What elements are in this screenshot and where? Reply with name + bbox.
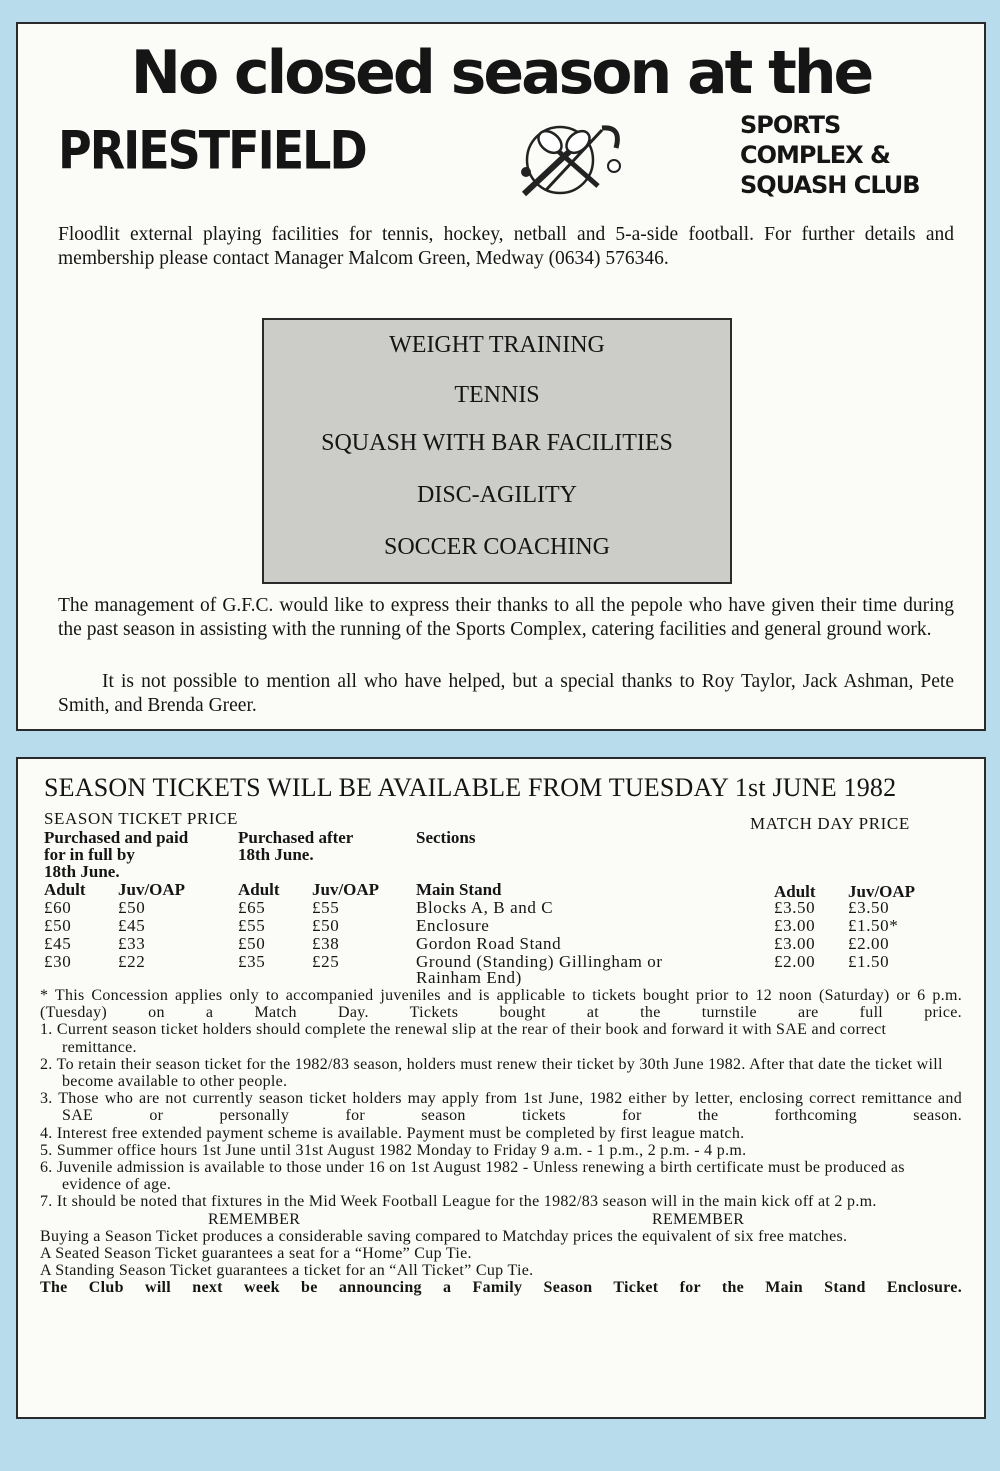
col-after-header: Purchased after	[238, 828, 354, 847]
adult-header: Adult	[238, 880, 280, 899]
club-name-line: SQUASH CLUB	[740, 171, 920, 199]
price-cell: £50	[118, 898, 146, 917]
note-item: 6. Juvenile admission is available to those under 16 on 1st August 1982 - Unless renewing a birth certificate must be produced as evidence of age.	[40, 1159, 905, 1194]
note-item: 5. Summer office hours 1st June until 31st August 1982 Monday to Friday 9 a.m. - 1 p.m., 2 p.m. - 4 p.m.	[40, 1141, 747, 1159]
advert-headline: No closed season at the	[130, 38, 872, 108]
thanks-text: The management of G.F.C. would like to express their thanks to all the pepole who have given their time during the past season in assisting with the running of the Sports Complex, catering facilities and general ground work.	[58, 595, 954, 640]
price-cell: £30	[44, 952, 72, 971]
tickets-headline: SEASON TICKETS WILL BE AVAILABLE FROM TUESDAY 1st JUNE 1982	[44, 773, 897, 802]
section-name: Rainham End)	[416, 968, 522, 987]
closing-line: A Seated Season Ticket guarantees a seat for a “Home” Cup Tie.	[40, 1244, 472, 1262]
note-item: 1. Current season ticket holders should complete the renewal slip at the rear of their book and forward it with SAE and correct remittance.	[40, 1021, 887, 1056]
season-tickets-panel	[16, 757, 986, 1419]
adult-header: Adult	[774, 882, 816, 901]
section-name: Ground (Standing) Gillingham or	[416, 952, 663, 971]
col-after-header: 18th June.	[238, 845, 314, 864]
price-cell: £50	[44, 916, 72, 935]
note-item: 2. To retain their season ticket for the 1982/83 season, holders must renew their ticket by 30th June 1982. After that date the ticket will become available to other people.	[40, 1055, 943, 1091]
facility-item: DISC-AGILITY	[417, 482, 577, 508]
club-name	[740, 110, 920, 200]
advert-panel	[16, 22, 986, 731]
facility-item: WEIGHT TRAINING	[389, 332, 605, 358]
facility-item: SOCCER COACHING	[383, 534, 611, 560]
price-cell: £22	[118, 952, 146, 971]
col-sections-header: Sections	[416, 828, 476, 847]
facility-item: SQUASH WITH BAR FACILITIES	[321, 430, 673, 456]
sports-logo-icon	[506, 120, 626, 198]
facilities-box	[262, 318, 732, 584]
price-cell: £45	[118, 916, 146, 935]
section-name: Blocks A, B and C	[416, 898, 554, 917]
price-cell: £25	[312, 952, 340, 971]
club-name-line: SPORTS	[740, 111, 841, 139]
col-paid-header: for in full by	[44, 845, 135, 864]
price-cell: £60	[44, 898, 72, 917]
remember-heading: REMEMBER	[208, 1210, 301, 1228]
juv-header: Juv/OAP	[312, 880, 380, 899]
price-cell: £35	[238, 952, 266, 971]
price-cell: £3.50	[848, 898, 890, 917]
special-thanks-text: It is not possible to mention all who have helped, but a special thanks to Roy Taylor, Jack Ashman, Pete Smith, and Brenda Greer.	[58, 671, 954, 716]
price-cell: £2.00	[848, 934, 890, 953]
facility-item: TENNIS	[454, 382, 540, 408]
club-name-line: COMPLEX &	[740, 141, 890, 169]
section-name: Enclosure	[416, 916, 490, 935]
note-item: 7. It should be noted that fixtures in the Mid Week Football League for the 1982/83 season will in the main kick off at 2 p.m.	[40, 1193, 877, 1211]
ticket-notes	[40, 987, 962, 1296]
juv-header: Juv/OAP	[848, 882, 916, 901]
price-cell: £55	[238, 916, 266, 935]
price-cell: £3.00	[774, 934, 816, 953]
remember-heading: REMEMBER	[652, 1210, 745, 1228]
price-cell: £65	[238, 898, 266, 917]
price-cell: £2.00	[774, 952, 816, 971]
note-item: 3. Those who are not currently season ticket holders may apply from 1st June, 1982 either by letter, enclosing correct remittance and SAE or personally for season tickets for the forthcoming season.	[40, 1090, 962, 1125]
closing-line: The Club will next week be announcing a Family Season Ticket for the Main Stand Enclosure.	[40, 1279, 962, 1297]
price-cell: £38	[312, 934, 340, 953]
remember-row	[40, 1211, 962, 1228]
match-day-label: MATCH DAY PRICE	[750, 814, 910, 833]
adult-header: Adult	[44, 880, 86, 899]
price-cell: £55	[312, 898, 340, 917]
section-name: Gordon Road Stand	[416, 934, 562, 953]
intro-text: Floodlit external playing facilities for tennis, hockey, netball and 5-a-side football. For further details and membership please contact Manager Malcom Green, Medway (0634) 576346.	[58, 224, 954, 269]
main-stand-label: Main Stand	[416, 880, 502, 899]
note-item: 4. Interest free extended payment scheme is available. Payment must be completed by first league match.	[40, 1124, 745, 1142]
brand-title: PRIESTFIELD	[58, 119, 366, 182]
price-cell: £3.50	[774, 898, 816, 917]
price-cell: £1.50*	[848, 916, 899, 935]
price-cell: £1.50	[848, 952, 890, 971]
col-paid-header: Purchased and paid	[44, 828, 189, 847]
season-price-label: SEASON TICKET PRICE	[44, 809, 239, 828]
closing-line: A Standing Season Ticket guarantees a ticket for an “All Ticket” Cup Tie.	[40, 1262, 534, 1280]
price-cell: £50	[312, 916, 340, 935]
closing-line: Buying a Season Ticket produces a considerable saving compared to Matchday prices the equivalent of six free matches.	[40, 1227, 848, 1245]
price-cell: £50	[238, 934, 266, 953]
price-cell: £45	[44, 934, 72, 953]
juv-header: Juv/OAP	[118, 880, 186, 899]
col-paid-header: 18th June.	[44, 862, 120, 881]
concession-note: * This Concession applies only to accompanied juveniles and is applicable to tickets bought prior to 12 noon (Saturday) or 6 p.m. (Tuesday) on a Match Day. Tickets bought at the turnstile are full price.	[40, 987, 962, 1022]
price-cell: £3.00	[774, 916, 816, 935]
price-cell: £33	[118, 934, 146, 953]
